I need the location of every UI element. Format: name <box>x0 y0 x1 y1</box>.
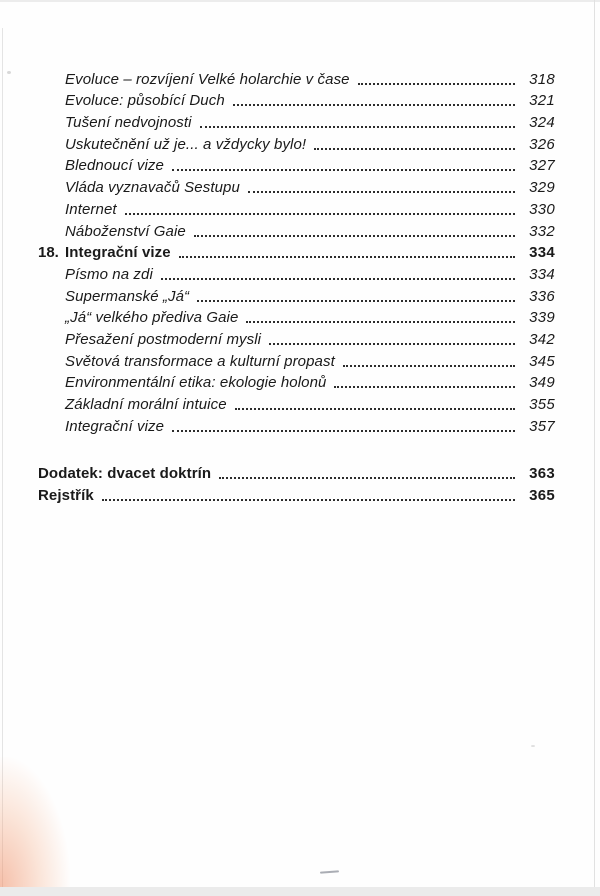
toc-row <box>0 482 555 504</box>
toc-page-number: 363 <box>529 465 555 483</box>
dot-leader <box>343 365 515 367</box>
toc-page-number: 332 <box>529 222 555 240</box>
dot-leader <box>219 477 515 479</box>
toc-section-gap <box>0 435 555 461</box>
toc-page-number: 326 <box>529 135 555 153</box>
toc-entry-title: Environmentální etika: ekologie holonů <box>65 374 327 392</box>
toc-row <box>0 261 555 283</box>
toc-page-number: 365 <box>529 487 555 505</box>
dot-leader <box>179 256 515 258</box>
dot-leader <box>246 321 515 323</box>
toc-page-number: 336 <box>529 287 555 305</box>
toc-page-number: 330 <box>529 200 555 218</box>
toc-page-number: 329 <box>529 179 555 197</box>
toc-page-number: 339 <box>529 309 555 327</box>
toc-entry-title: Přesažení postmoderní mysli <box>65 330 262 348</box>
toc-entry-title: Evoluce: působící Duch <box>65 92 225 110</box>
toc-page-number: 324 <box>529 114 555 132</box>
toc-row <box>0 218 555 240</box>
dot-leader <box>197 300 515 302</box>
scan-edge-top <box>0 0 600 2</box>
dot-leader <box>194 235 515 237</box>
toc-entry-title: Písmo na zdi <box>65 265 153 283</box>
scan-speck <box>531 745 535 747</box>
toc-entry-title: Náboženství Gaie <box>65 222 186 240</box>
toc-page-number: 345 <box>529 352 555 370</box>
chapter-number: 18. <box>38 244 59 262</box>
toc-entry-title: Integrační vize <box>65 244 171 262</box>
scan-dash-mark <box>320 870 339 873</box>
scan-edge-right <box>594 0 595 887</box>
table-of-contents <box>0 66 555 504</box>
toc-entry-title: Blednoucí vize <box>65 157 164 175</box>
dot-leader <box>172 430 515 432</box>
dot-leader <box>233 104 515 106</box>
dot-leader <box>334 386 515 388</box>
toc-row <box>0 348 555 370</box>
toc-row <box>0 109 555 131</box>
dot-leader <box>161 278 515 280</box>
dot-leader <box>102 499 515 501</box>
toc-row <box>0 283 555 305</box>
toc-page-number: 342 <box>529 330 555 348</box>
toc-row <box>0 370 555 392</box>
toc-page-number: 355 <box>529 396 555 413</box>
toc-entry-title: Evoluce – rozvíjení Velké holarchie v čase <box>65 70 350 88</box>
toc-row <box>0 196 555 218</box>
toc-page-number: 334 <box>529 244 555 262</box>
toc-row <box>0 326 555 348</box>
toc-entry-title: Světová transformace a kulturní propast <box>65 352 335 370</box>
toc-page-number: 318 <box>529 70 555 88</box>
toc-page-number: 357 <box>529 417 555 435</box>
toc-entry-title: Dodatek: dvacet doktrín <box>38 465 212 483</box>
dot-leader <box>172 169 515 171</box>
toc-row <box>0 240 555 262</box>
toc-row <box>0 461 555 483</box>
dot-leader <box>125 213 515 215</box>
toc-entry-title: Vláda vyznavačů Sestupu <box>65 179 240 197</box>
toc-entry-title: Uskutečnění už je... a vždycky bylo! <box>65 135 307 153</box>
toc-row <box>0 66 555 88</box>
toc-entry-title: Supermanské „Já“ <box>65 287 190 305</box>
toc-page-number: 349 <box>529 374 555 392</box>
toc-row <box>0 153 555 175</box>
toc-entry-title: Tušení nedvojnosti <box>65 114 192 132</box>
toc-row <box>0 131 555 153</box>
toc-entry-title: Rejstřík <box>38 487 94 505</box>
scan-edge-bottom <box>0 887 600 896</box>
dot-leader <box>200 126 515 128</box>
toc-page-number: 327 <box>529 157 555 175</box>
dot-leader <box>314 148 515 150</box>
toc-row <box>0 413 555 435</box>
toc-row <box>0 88 555 110</box>
dot-leader <box>235 408 515 410</box>
dot-leader <box>248 191 515 193</box>
toc-row <box>0 391 555 413</box>
toc-row <box>0 174 555 196</box>
toc-page-number: 321 <box>529 92 555 110</box>
toc-entry-title: Základní morální intuice <box>65 396 227 413</box>
dot-leader <box>358 83 515 85</box>
toc-page-number: 334 <box>529 265 555 283</box>
toc-entry-title: Internet <box>65 200 117 218</box>
toc-entry-title: Integrační vize <box>65 417 165 435</box>
scan-corner-blush <box>0 757 70 887</box>
dot-leader <box>269 343 515 345</box>
toc-entry-title: „Já“ velkého přediva Gaie <box>65 309 239 327</box>
toc-row <box>0 305 555 327</box>
